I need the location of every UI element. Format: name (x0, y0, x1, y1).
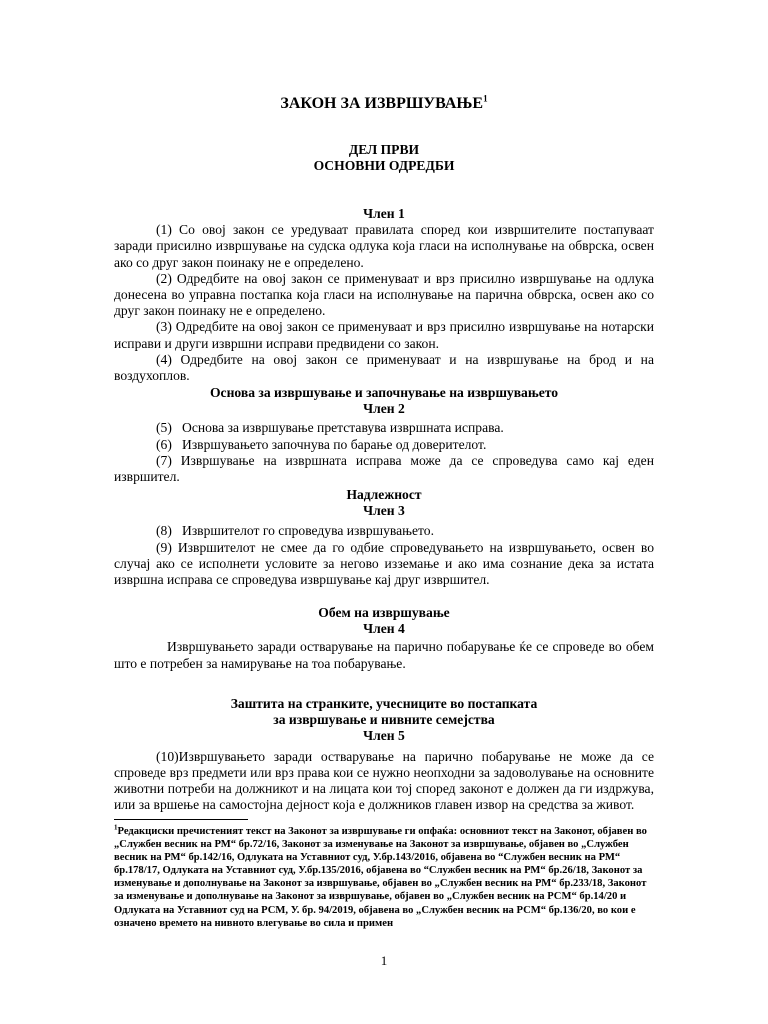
article-3 (114, 487, 654, 588)
article-heading: Член 2 (363, 401, 405, 417)
paragraph: (9) Извршителот не смее да го одбие спроведувањето на извршувањето, освен во случај ако се исполнети условите за негово изземање и ако има сознание дека за истата извршна исправа се спроведува извршување кај друг извршител. (114, 539, 654, 588)
list-item: (5) Основа за извршување претставува извршната исправа. (156, 420, 504, 436)
paragraph: (1) Со овој закон се уредуваат правилата според кои извршителите постапуваат заради присилно извршување на судска одлука која гласи на исполнување на обврска, освен ако со друг закон поинаку не е определено. (114, 222, 654, 270)
article-2 (114, 385, 654, 485)
article-heading: Член 5 (363, 728, 405, 744)
list-item: (8) Извршителот го спроведува извршувањето. (156, 523, 434, 539)
paragraph: (7) Извршување на извршната исправа може да се спроведува само кај еден извршител. (114, 452, 654, 485)
section-heading: Обем на извршување (318, 605, 450, 620)
title-footnote-marker: 1 (483, 93, 488, 104)
article-heading: Член 3 (363, 503, 405, 519)
paragraph: (4) Одредбите на овој закон се применуваат и на извршување на брод и на воздухоплов. (114, 351, 654, 384)
article-heading: Член 4 (363, 621, 405, 637)
part-heading (114, 142, 654, 174)
paragraph: (10)Извршувањето заради остварување на парично побарување не може да се спроведе врз предмети или врз права кои се нужно неопходни за задоволување на основните животни потреби на должникот и на лицата кои тој според законот е должен да ги издржува, или за вршење на самостојна дејност која е должников главен извор на средства за живот. (114, 748, 654, 813)
article-heading: Член 1 (363, 206, 405, 221)
page-number: 1 (380, 953, 388, 968)
article-4 (114, 605, 654, 672)
section-heading: Заштита на странките, учесниците во постапката (230, 696, 538, 711)
list-item: (6) Извршувањето започнува по барање од доверителот. (156, 436, 487, 452)
title-text: ЗАКОН ЗА ИЗВРШУВАЊЕ (280, 95, 484, 112)
paragraph: (2) Одредбите на овој закон се применуваат и врз присилно извршување на одлука донесена во управна постапка која гласи на исполнување на парична обврска, освен ако со друг закон поинаку не е определено. (114, 270, 654, 319)
section-heading: Основа за извршување и започнување на извршувањето (209, 385, 559, 400)
footnote-marker: 1 (114, 823, 118, 832)
page-title (114, 93, 654, 112)
footnote-separator (114, 819, 248, 820)
paragraph: Извршувањето заради остварување на парично побарување ќе се спроведе во обем што е потребен за намирување на тоа побарување. (114, 639, 654, 671)
section-heading: Надлежност (346, 487, 422, 502)
footnote (114, 825, 654, 930)
article-1 (114, 206, 654, 384)
part-number: ДЕЛ ПРВИ (348, 142, 420, 157)
article-5 (114, 696, 654, 813)
paragraph: (3) Одредбите на овој закон се применуваат и врз присилно извршување на нотарски исправи и други извршни исправи предвидени со закон. (114, 319, 654, 351)
part-title: ОСНОВНИ ОДРЕДБИ (313, 158, 455, 174)
section-heading-cont: за извршување и нивните семејства (273, 712, 495, 728)
footnote-text: Редакциски пречистеният текст на Законот за извршување ги опфаќа: основниот текст на Законот, објавен во „Службен весник на РМ“ бр.72/16, Законот за изменување на Законот за извршување, објавен во „Службен весник на РМ“ бр.142/16, Одлуката на Уставниот суд, У.бр.143/2016, објавена во “Службен весник на РМ“ бр.178/17, Одлуката на Уставниот суд, У.бр.135/2016, објавена во “Службен весник на РМ“ бр.26/18, Законот за изменување и дополнување на Законот за извршување, објавен во „Службен весник на РМ“ бр.233/18, Законот за изменување и дополнување на Законот за извршување, објавен во „Службен весник на РСМ“ бр.14/20 и Одлуката на Уставниот суд на РСМ, У. бр. 94/2019, објавена во „Службен весник на РСМ“ бр.136/20, во кои е означено времето на нивното влегување во сила и примен (114, 826, 647, 929)
